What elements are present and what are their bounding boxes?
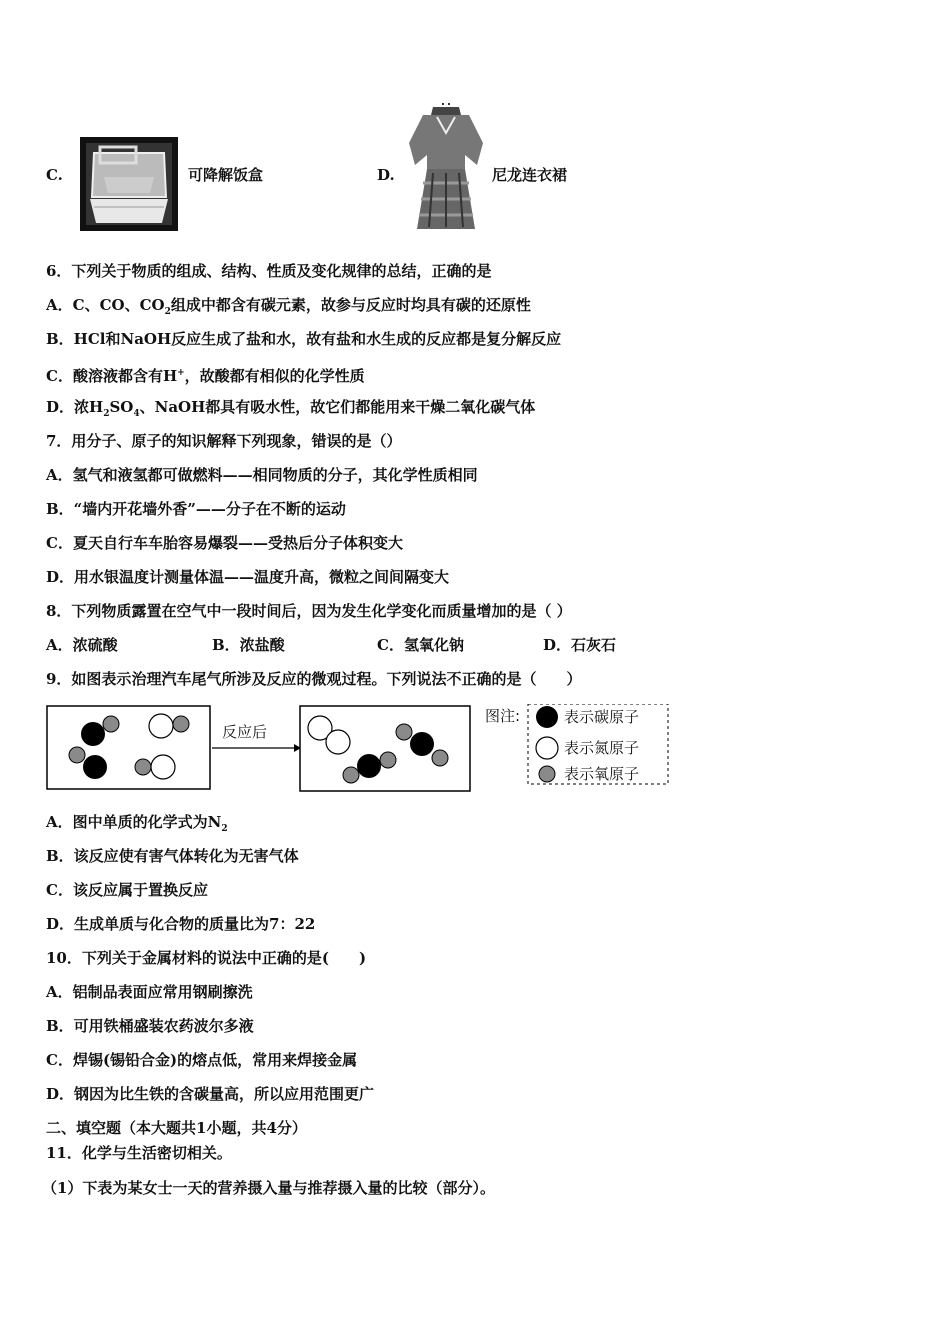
section-heading: 二、填空题（本大题共1小题，共4分）	[46, 1119, 307, 1137]
q6-option-c: C．酸溶液都含有H+，故酸都有相似的化学性质	[46, 367, 365, 385]
nitrogen-atom	[326, 730, 350, 754]
carbon-atom	[81, 722, 105, 746]
q8-option-c: C．氢氧化钠	[377, 636, 464, 654]
legend-carbon-atom	[536, 706, 558, 728]
oxygen-atom	[135, 759, 151, 775]
legend-title: 图注:	[485, 707, 521, 725]
oxygen-atom	[380, 752, 396, 768]
oxygen-atom	[432, 750, 448, 766]
option-c-letter: C.	[46, 166, 63, 184]
q8-option-b: B．浓盐酸	[212, 636, 285, 654]
dress-image	[403, 103, 489, 235]
q11-part1: （1）下表为某女士一天的营养摄入量与推荐摄入量的比较（部分）。	[42, 1179, 495, 1197]
legend-oxygen-atom	[539, 766, 555, 782]
option-d-label: 尼龙连衣裙	[492, 166, 568, 184]
q7-option-a: A．氢气和液氢都可做燃料——相同物质的分子，其化学性质相同	[46, 466, 478, 484]
legend-carbon-label: 表示碳原子	[564, 708, 640, 726]
q10-option-b: B．可用铁桶盛装农药波尔多液	[46, 1017, 254, 1035]
legend-nitrogen-atom	[536, 737, 558, 759]
oxygen-atom	[173, 716, 189, 732]
carbon-atom	[83, 755, 107, 779]
arrow-label: 反应后	[222, 723, 268, 741]
nitrogen-atom	[151, 755, 175, 779]
carbon-atom	[410, 732, 434, 756]
option-d-letter: D.	[377, 166, 395, 184]
q8-option-d: D．石灰石	[543, 636, 617, 654]
reaction-diagram	[46, 704, 676, 796]
carbon-atom	[357, 754, 381, 778]
lunchbox-image	[80, 137, 178, 231]
oxygen-atom	[396, 724, 412, 740]
q6-option-b: B．HCl和NaOH反应生成了盐和水，故有盐和水生成的反应都是复分解反应	[46, 330, 562, 348]
q10-stem: 10．下列关于金属材料的说法中正确的是( )	[46, 949, 367, 967]
legend-nitrogen-label: 表示氮原子	[564, 739, 640, 757]
q9-stem: 9．如图表示治理汽车尾气所涉及反应的微观过程。下列说法不正确的是（ ）	[46, 670, 582, 688]
oxygen-atom	[343, 767, 359, 783]
q9-option-b: B．该反应使有害气体转化为无害气体	[46, 847, 299, 865]
q7-option-b: B．“墙内开花墙外香”——分子在不断的运动	[46, 500, 346, 518]
q10-option-a: A．铝制品表面应常用钢刷擦洗	[46, 983, 253, 1001]
q11-stem: 11．化学与生活密切相关。	[46, 1144, 232, 1162]
nitrogen-atom	[149, 714, 173, 738]
q7-stem: 7．用分子、原子的知识解释下列现象，错误的是（）	[46, 432, 402, 450]
oxygen-atom	[69, 747, 85, 763]
q10-option-d: D．钢因为比生铁的含碳量高，所以应用范围更广	[46, 1085, 375, 1103]
option-c-label: 可降解饭盒	[188, 166, 264, 184]
oxygen-atom	[103, 716, 119, 732]
q9-option-c: C．该反应属于置换反应	[46, 881, 208, 899]
q8-option-a: A．浓硫酸	[46, 636, 118, 654]
q9-option-a: A．图中单质的化学式为$N_2$	[46, 813, 228, 834]
q6-option-d: D．浓$H_2SO_4$、NaOH都具有吸水性，故它们都能用来干燥二氧化碳气体	[46, 398, 536, 419]
q7-option-c: C．夏天自行车车胎容易爆裂——受热后分子体积变大	[46, 534, 403, 552]
q7-option-d: D．用水银温度计测量体温——温度升高，微粒之间间隔变大	[46, 568, 450, 586]
q6-option-a: A．C、CO、$CO_2$组成中都含有碳元素，故参与反应时均具有碳的还原性	[46, 296, 531, 317]
q9-option-d: D．生成单质与化合物的质量比为7：22	[46, 915, 316, 933]
legend-oxygen-label: 表示氧原子	[564, 765, 640, 783]
q10-option-c: C．焊锡(锡铅合金)的熔点低，常用来焊接金属	[46, 1051, 358, 1069]
q8-stem: 8．下列物质露置在空气中一段时间后，因为发生化学变化而质量增加的是（ ）	[46, 602, 572, 620]
q6-stem: 6．下列关于物质的组成、结构、性质及变化规律的总结，正确的是	[46, 262, 492, 280]
